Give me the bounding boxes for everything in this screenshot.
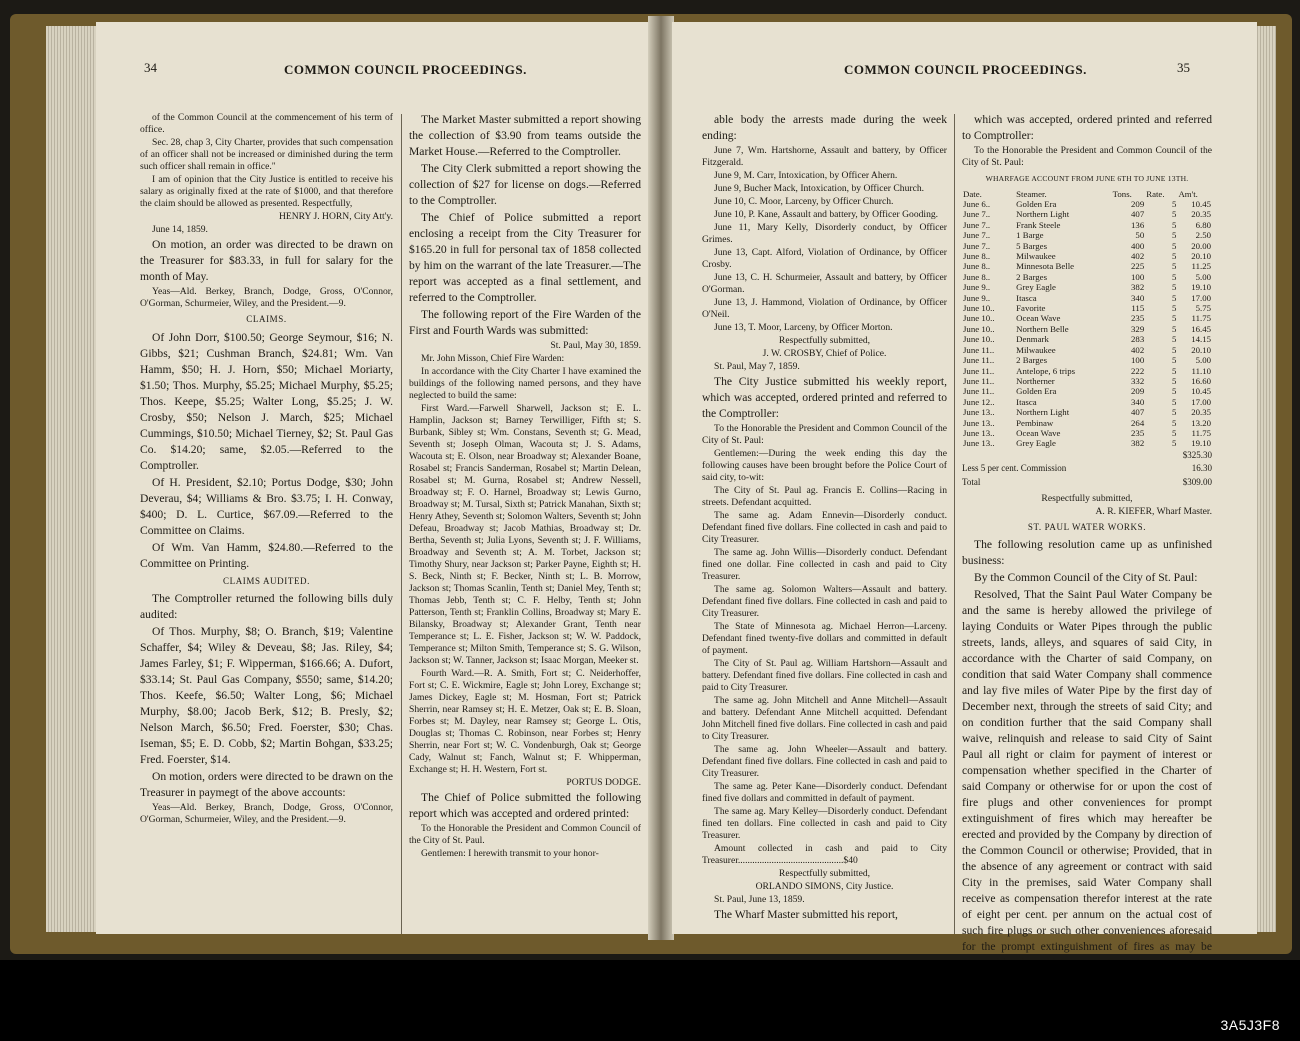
running-head: COMMON COUNCIL PROCEEDINGS. xyxy=(844,62,1087,77)
table-cell: 225 xyxy=(1131,261,1145,272)
table-cell: 5 xyxy=(1172,355,1177,366)
table-cell: Grey Eagle xyxy=(1016,282,1056,293)
paragraph: Respectfully submitted, xyxy=(1041,492,1133,504)
paragraph: Gentlemen: I herewith transmit to your honor- xyxy=(421,848,599,859)
table-cell: 5 xyxy=(1172,209,1177,220)
table-row xyxy=(962,407,1212,417)
table-cell: 5 xyxy=(1172,386,1177,397)
paragraph: June 14, 1859. xyxy=(152,224,208,235)
table-cell: Grey Eagle xyxy=(1016,438,1056,449)
table-cell: June 7.. xyxy=(963,209,991,220)
table-cell: 5 xyxy=(1172,282,1177,293)
left-page xyxy=(96,22,651,934)
paragraph: June 13, C. H. Schurmeier, Assault and battery, by Officer O'Gorman. xyxy=(702,272,947,295)
column-rule xyxy=(954,114,955,934)
table-cell: June 10.. xyxy=(963,313,995,324)
paragraph: The Comptroller returned the following bills duly audited: xyxy=(140,592,393,622)
wharf-title: WHARFAGE ACCOUNT FROM JUNE 6TH TO JUNE 13TH. xyxy=(985,174,1189,183)
table-row xyxy=(962,345,1212,355)
table-cell: 382 xyxy=(1131,438,1145,449)
table-cell: 14.15 xyxy=(1191,334,1211,345)
table-cell: 1 Barge xyxy=(1016,230,1044,241)
table-cell: 5 xyxy=(1172,261,1177,272)
paragraph: The Chief of Police submitted the following report which was accepted and ordered printed: xyxy=(409,791,641,820)
table-cell: June 8.. xyxy=(963,251,991,262)
table-cell: Northerner xyxy=(1016,375,1055,386)
paragraph: A. R. KIEFER, Wharf Master. xyxy=(1095,505,1212,517)
paragraph: June 11, Mary Kelly, Disorderly conduct, by Officer Grimes. xyxy=(702,222,947,245)
table-cell: 235 xyxy=(1131,427,1145,438)
paragraph: The Chief of Police submitted a report enclosing a receipt from the City Treasurer for $165.20 in full for personal tax of 1858 collected by him on the warrant of the late Treasurer.—The report was accepted as a final settlement, and referred to the Comptroller. xyxy=(409,211,641,304)
table-cell: 50 xyxy=(1135,230,1145,241)
paragraph: The City Clerk submitted a report showing the collection of $27 for license on dogs.—Referred to the Comptroller. xyxy=(409,162,641,207)
running-head: COMMON COUNCIL PROCEEDINGS. xyxy=(284,62,527,77)
paragraph: Of John Dorr, $100.50; George Seymour, $16; N. Gibbs, $21; Cushman Branch, $24.81; Wm. Van Hamm, $50; H. J. Horn, $50; Michael Moriarty, $1.50; Thos. Murphy, $5.25; Michael Murphy, $5.25; Thos. Keepe, $5.25; Walter Long, $5.25; J. W. Crosby, $50; Nelson J. March, $25; Michael Cummings, $10.50; Michael Tierney, $2; St. Paul Gas Co. $14.20; same, $2.05.—Referred to the Comptroller. xyxy=(140,330,393,472)
table-row xyxy=(962,241,1212,251)
table-cell: 222 xyxy=(1131,365,1145,376)
table-cell: 5 xyxy=(1172,303,1177,314)
paragraph: To the Honorable the President and Common Council of the City of St. Paul: xyxy=(702,423,947,446)
table-cell: 340 xyxy=(1131,292,1145,303)
table-row xyxy=(962,230,1212,240)
table-cell: 5 xyxy=(1172,251,1177,262)
table-cell: June 10.. xyxy=(963,303,995,314)
table-cell: 10.45 xyxy=(1191,386,1211,397)
table-cell: 5 xyxy=(1172,230,1177,241)
paragraph: Resolved, That the Saint Paul Water Company be and the same is hereby allowed the privilege of laying Conduits or Water Pipes through the public streets, lands, alleys, and squares of said City, in accordance with the Charter of said Company, on condition that said Water Company shall commence and lay five miles of Water Pipe by the first day of December next, through the streets of said City; and on condition further that the said Company shall waive, relinquish and release to said City of Saint Paul all right or claim for payment of interest or compensation whether specified in the Charter of said Company or otherwise for or upon the cost of fire plugs and other conveniences for prompt extinguishment of fires which may hereafter be erected and provided by the Company by direction of the Common Council or otherwise; Provided, that in the absence of any agreement or contract with said City in the premises, said Water Company shall receive as compensation therefor interest at the rate of eight per cent. per annum on the actual cost of such fire plugs or such other conveniences aforesaid for the prompt extinguishment of fires as may be xyxy=(962,588,1212,954)
table-cell: Golden Era xyxy=(1016,199,1057,209)
table-cell: 209 xyxy=(1131,199,1145,209)
right-page xyxy=(672,22,1257,954)
paragraph: Yeas—Ald. Berkey, Branch, Dodge, Gross, O'Connor, O'Gorman, Schurmeier, Wiley, and the President.—9. xyxy=(140,802,393,826)
table-row xyxy=(962,313,1212,323)
table-cell: June 12.. xyxy=(963,396,995,407)
paragraph: The same ag. Mary Kelley—Disorderly conduct. Defendant fined ten dollars. Fine collected in cash and paid to City Treasurer. xyxy=(702,806,947,841)
table-cell: June 13.. xyxy=(963,427,995,438)
paragraph: The same ag. John Willis—Disorderly conduct. Defendant fined one dollar. Fine collected in cash and paid to City Treasurer. xyxy=(702,547,947,582)
paragraph: able body the arrests made during the week ending: xyxy=(702,113,947,142)
table-cell: 5.75 xyxy=(1195,303,1211,314)
table-cell: 283 xyxy=(1131,334,1145,345)
table-cell: 10.45 xyxy=(1191,199,1211,209)
stock-footer xyxy=(0,960,1300,1041)
table-cell: 16.45 xyxy=(1191,323,1211,334)
table-cell: 5 xyxy=(1172,219,1177,230)
table-cell: Northern Belle xyxy=(1016,323,1069,334)
table-row xyxy=(962,366,1212,376)
table-cell: 209 xyxy=(1131,386,1145,397)
table-cell: Northern Light xyxy=(1016,407,1070,418)
paragraph: June 13, J. Hammond, Violation of Ordinance, by Officer O'Neil. xyxy=(702,297,947,320)
table-cell: 136 xyxy=(1131,219,1145,230)
paragraph: ST. PAUL WATER WORKS. xyxy=(1027,521,1147,532)
table-cell: Pembinaw xyxy=(1016,417,1054,428)
table-cell: 5.00 xyxy=(1195,271,1211,282)
table-row xyxy=(962,303,1212,313)
table-cell: June 11.. xyxy=(963,375,995,386)
table-cell: Minnesota Belle xyxy=(1016,261,1075,272)
paragraph: The following report of the Fire Warden of the First and Fourth Wards was submitted: xyxy=(409,308,641,337)
table-cell: Itasca xyxy=(1016,292,1037,303)
left-column-1 xyxy=(140,112,393,827)
paragraph: The State of Minnesota ag. Michael Herron—Larceny. Defendant fined twenty-five dollars and committed in default of payment. xyxy=(702,621,947,656)
table-cell: 20.10 xyxy=(1191,251,1211,262)
table-cell: Ocean Wave xyxy=(1016,427,1061,438)
table-row xyxy=(962,272,1212,282)
paragraph: Of H. President, $2.10; Portus Dodge, $30; John Deverau, $4; Williams & Bro. $3.75; I. H. Conway, $400; D. L. Curtice, $67.09.—Referred to the Committee on Claims. xyxy=(140,475,393,537)
table-cell: 20.10 xyxy=(1191,344,1211,355)
table-cell: June 7.. xyxy=(963,219,991,230)
paragraph: Yeas—Ald. Berkey, Branch, Dodge, Gross, O'Connor, O'Gorman, Schurmeier, Wiley, and the President.—9. xyxy=(140,286,393,309)
table-cell: 332 xyxy=(1131,375,1145,386)
table-cell: 115 xyxy=(1131,303,1145,314)
table-cell: 5 xyxy=(1172,334,1177,345)
paragraph: The City Justice submitted his weekly report, which was accepted, ordered printed and referred to the Comptroller: xyxy=(702,375,947,420)
right-column-2 xyxy=(962,112,1212,988)
paragraph: On motion, orders were directed to be drawn on the Treasurer in paymegt of the above accounts: xyxy=(140,770,393,800)
paragraph: HENRY J. HORN, City Att'y. xyxy=(278,211,393,222)
table-cell: 13.20 xyxy=(1191,417,1211,428)
table-cell: June 9.. xyxy=(963,292,991,303)
table-cell: 2.50 xyxy=(1195,230,1211,241)
paragraph: In accordance with the City Charter I have examined the buildings of the following named persons, and they have neglected to build the same: xyxy=(409,366,641,401)
table-row xyxy=(962,386,1212,396)
paragraph: June 9, Bucher Mack, Intoxication, by Officer Church. xyxy=(714,183,925,194)
paragraph: CLAIMS. xyxy=(246,314,287,324)
table-cell: Denmark xyxy=(1016,334,1049,345)
table-cell: 100 xyxy=(1131,271,1145,282)
table-cell: June 11.. xyxy=(963,355,995,366)
total-label: Total xyxy=(962,476,981,487)
table-cell: June 8.. xyxy=(963,271,991,282)
table-row xyxy=(962,209,1212,219)
paragraph: St. Paul, June 13, 1859. xyxy=(714,894,805,905)
table-cell: June 11.. xyxy=(963,365,995,376)
page-edges-left xyxy=(46,26,100,932)
table-cell: 5 xyxy=(1172,417,1177,428)
paragraph: The City of St. Paul ag. Francis E. Collins—Racing in streets. Defendant acquitted. xyxy=(702,485,947,508)
paragraph: CLAIMS AUDITED. xyxy=(223,575,310,586)
table-header-cell: Am't. xyxy=(1178,188,1198,199)
table-cell: June 10.. xyxy=(963,323,995,334)
table-cell: 407 xyxy=(1131,407,1145,418)
table-cell: 407 xyxy=(1131,209,1145,220)
paragraph: The same ag. John Mitchell and Anne Mitchell—Assault and battery. Defendant Anne Mitchell acquitted. Defendant John Mitchell fined five dollars. Fine collected in cash and paid to City Treasurer. xyxy=(702,695,947,742)
wharf-commission-row xyxy=(962,462,1212,476)
table-cell: Northern Light xyxy=(1016,209,1070,220)
table-cell: 2 Barges xyxy=(1016,271,1048,282)
paragraph: June 10, P. Kane, Assault and battery, by Officer Gooding. xyxy=(714,209,939,220)
paragraph: The Market Master submitted a report showing the collection of $3.90 from teams outside the Market House.—Referred to the Comptroller. xyxy=(409,113,641,158)
column-rule xyxy=(401,114,402,934)
table-cell: Milwaukee xyxy=(1016,251,1056,262)
table-cell: 19.10 xyxy=(1191,282,1211,293)
table-cell: 19.10 xyxy=(1191,438,1211,449)
table-row xyxy=(962,199,1212,209)
table-header-cell: Date. xyxy=(963,188,982,199)
table-cell: 5 xyxy=(1172,240,1177,251)
table-row xyxy=(962,376,1212,386)
wharf-total-row xyxy=(962,476,1212,490)
paragraph: The following resolution came up as unfinished business: xyxy=(962,538,1212,568)
paragraph: Mr. John Misson, Chief Fire Warden: xyxy=(421,353,565,364)
paragraph: The City of St. Paul ag. William Hartshorn—Assault and battery. Defendant fined five dollars. Fine collected in cash and paid to City Treasurer. xyxy=(702,658,947,693)
table-cell: June 7.. xyxy=(963,240,991,251)
table-cell: 16.60 xyxy=(1191,375,1211,386)
image-id-stamp: 3A5J3F8 xyxy=(1220,1017,1280,1033)
table-row xyxy=(962,428,1212,438)
table-cell: June 13.. xyxy=(963,417,995,428)
table-cell: 11.10 xyxy=(1191,365,1211,376)
page-number: 34 xyxy=(144,60,157,75)
table-cell: June 10.. xyxy=(963,334,995,345)
paragraph: Of Thos. Murphy, $8; O. Branch, $19; Valentine Schaffer, $4; Wiley & Deveau, $8; Jas. Riley, $4; James Farley, $1; F. Wipperman, $166.66; A. Dufort, $33.14; St. Paul Gas Company, $550; same, $14.20; Thos. Keefe, $6.50; Walter Long, $6; Michael Murphy, $8.00; Jacob Berk, $12; B. Presly, $2; Nelson March, $6.50; Fred. Foerster, $30; Chas. Iseman, $5; E. D. Cobb, $2; Martin Bohgan, $33.25; Fred. Foerster, $14. xyxy=(140,625,393,767)
paragraph: Fourth Ward.—R. A. Smith, Fort st; C. Neiderhoffer, Fort st; C. E. Wickmire, Eagle st; John Lorey, Exchange st; James Dickey, Eagle st; M. Hosman, Fort st; Patrick Sherrin, near Ramsey st; H. E. Metzer, Oak st; E. B. Sloan, Forbes st; M. Dayley, near Ramsey st; George L. Otis, Douglas st; Thomas C. Robinson, near Forbes st; Henry Sherrin, near Fort st; W. C. Vondenburgh, Oak st; George Cady, Walnut st; Fanch, Walnut st; F. Whipperman, Exchange st; H. H. Western, Fort st. xyxy=(409,668,641,775)
table-row xyxy=(962,261,1212,271)
table-cell: 402 xyxy=(1131,344,1145,355)
table-cell: 17.00 xyxy=(1191,292,1211,303)
table-cell: Milwaukee xyxy=(1016,344,1056,355)
commission-value: 16.30 xyxy=(1191,463,1212,474)
paragraph: On motion, an order was directed to be drawn on the Treasurer for $83.33, in full for salary for the month of May. xyxy=(140,238,393,283)
paragraph: To the Honorable the President and Common Council of the City of St. Paul: xyxy=(962,145,1212,168)
table-cell: June 7.. xyxy=(963,230,991,241)
table-cell: 5 xyxy=(1172,365,1177,376)
table-row xyxy=(962,282,1212,292)
total-value: $309.00 xyxy=(1182,476,1212,487)
right-column-1 xyxy=(702,112,947,924)
table-cell: 5 xyxy=(1172,396,1177,407)
paragraph: which was accepted, ordered printed and referred to Comptroller: xyxy=(962,113,1212,142)
paragraph: St. Paul, May 30, 1859. xyxy=(550,340,641,351)
table-cell: 11.25 xyxy=(1191,261,1211,272)
table-cell: 382 xyxy=(1131,282,1145,293)
table-cell: June 8.. xyxy=(963,261,991,272)
table-row xyxy=(962,293,1212,303)
table-row xyxy=(962,220,1212,230)
table-row xyxy=(962,251,1212,261)
table-cell: 20.35 xyxy=(1191,407,1211,418)
table-cell: June 9.. xyxy=(963,282,991,293)
table-cell: 400 xyxy=(1131,240,1145,251)
table-cell: June 13.. xyxy=(963,438,995,449)
table-cell: 20.35 xyxy=(1191,209,1211,220)
paragraph: Amount collected in cash and paid to City Treasurer............................................$40 xyxy=(702,843,947,866)
table-cell: 5 xyxy=(1172,344,1177,355)
paragraph: The Wharf Master submitted his report, xyxy=(714,908,898,921)
table-cell: Frank Steele xyxy=(1016,219,1061,230)
paragraph: The same ag. John Wheeler—Assault and battery. Defendant fined five dollars. Fine collected in cash and paid to City Treasurer. xyxy=(702,744,947,779)
table-cell: June 11.. xyxy=(963,344,995,355)
table-row xyxy=(962,418,1212,428)
table-cell: 5 xyxy=(1172,438,1177,449)
table-cell: 264 xyxy=(1131,417,1145,428)
table-cell: 2 Barges xyxy=(1016,355,1048,366)
table-row xyxy=(962,355,1212,365)
table-cell: 5.00 xyxy=(1195,355,1211,366)
page-number: 35 xyxy=(1177,60,1190,75)
table-cell: Golden Era xyxy=(1016,386,1057,397)
paragraph: Respectfully submitted, xyxy=(778,335,871,346)
table-cell: 17.00 xyxy=(1191,396,1211,407)
paragraph: June 10, C. Moor, Larceny, by Officer Church. xyxy=(714,196,894,207)
table-cell: 5 xyxy=(1172,199,1177,209)
paragraph: June 13, T. Moor, Larceny, by Officer Morton. xyxy=(714,322,893,333)
paragraph: June 7, Wm. Hartshorne, Assault and battery, by Officer Fitzgerald. xyxy=(702,145,947,168)
table-cell: 5 Barges xyxy=(1016,240,1048,251)
paragraph: The same ag. Solomon Walters—Assault and battery. Defendant fined five dollars. Fine collected in cash and paid to City Treasurer. xyxy=(702,584,947,619)
table-header-cell: Steamer. xyxy=(1016,188,1047,199)
table-row xyxy=(962,334,1212,344)
table-cell: 5 xyxy=(1172,292,1177,303)
table-cell: 6.80 xyxy=(1195,219,1211,230)
table-cell: June 6.. xyxy=(963,199,991,209)
table-cell: June 11.. xyxy=(963,386,995,397)
paragraph: I am of opinion that the City Justice is entitled to receive his salary as originally fixed at the rate of $1000, and that therefore the claim should be allowed as presented. Respectfully, xyxy=(140,174,393,209)
paragraph: J. W. CROSBY, Chief of Police. xyxy=(762,348,887,359)
table-cell: 235 xyxy=(1131,313,1145,324)
table-row xyxy=(962,438,1212,448)
commission-label: Less 5 per cent. Commission xyxy=(962,463,1067,474)
paragraph: Of Wm. Van Hamm, $24.80.—Referred to the Committee on Printing. xyxy=(140,540,393,570)
paragraph: By the Common Council of the City of St. Paul: xyxy=(974,571,1198,585)
paragraph: The same ag. Peter Kane—Disorderly conduct. Defendant fined five dollars and committed in default of payment. xyxy=(702,781,947,804)
paragraph: St. Paul, May 7, 1859. xyxy=(714,361,800,372)
table-cell: 329 xyxy=(1131,323,1145,334)
paragraph: ORLANDO SIMONS, City Justice. xyxy=(755,881,894,892)
table-cell: 5 xyxy=(1172,407,1177,418)
table-cell: Favorite xyxy=(1016,303,1046,314)
book-gutter xyxy=(648,16,674,940)
paragraph: The same ag. Adam Ennevin—Disorderly conduct. Defendant fined five dollars. Fine collected in cash and paid to City Treasurer. xyxy=(702,510,947,545)
left-column-2 xyxy=(409,112,641,861)
paragraph: Respectfully submitted, xyxy=(778,868,871,879)
table-cell: Ocean Wave xyxy=(1016,313,1061,324)
paragraph: Gentlemen:—During the week ending this day the following causes have been brought before the Police Court of said city, to-wit: xyxy=(702,448,947,483)
table-cell: 5 xyxy=(1172,271,1177,282)
table-cell: June 13.. xyxy=(963,407,995,418)
paragraph: First Ward.—Farwell Sharwell, Jackson st; E. L. Hamplin, Jackson st; Barney Terwilliger, Fifth st; S. Burbank, Sibley st; Wm. Constans, Seventh st; G. Mead, Seventh st; Joseph Olman, Wacouta st; J. S. Adams, Wacouta st; E. Olson, near Broadway st; Alexander Boane, Rosabel st; Francis Sanderman, Rosabel st; Martin Delean, Rosabel st; M. Gurna, Rosabel st; Andrew Nessell, Broadway st; F. O. Harnel, Broadway st; Lewis Gurno, Broadway st; M. Tursal, Sixth st; Patrick Manahan, Sixth st; Henry Athey, Seventh st; Solomon Walters, Seventh st; John Defeau, Broadway st; Jacob Mathias, Broadway st; Dr. Bertha, Seventh st; Julia Lyons, Seventh st; J. F. Williams, Broadway and Seventh st; A. M. Torbet, Jackson st; Timothy Shury, near Jackson st; Parker Payne, Eighth st; H. S. Beck, Ninth st; F. Becker, Ninth st; L. B. Morrow, Jackson st; Thomas Scanlin, Tenth st; Daniel Mey, Tenth st; Thomas Jebb, Tenth st; C. F. Helby, Tenth st; John Patterson, Tenth st; Franklin Collins, Broadway st; Mary E. Bilansky, Broadway st; Alexander Grant, Tenth near Temperance st; L. E. Fisher, Jackson st; W. W. Paddock, Temperance st; Milton Smith, Temperance st; S. G. Wilson, Jackson st; W. Tanner, Jackson st; Isaac Morgan, Meeker st. xyxy=(409,403,641,666)
table-cell: Antelope, 6 trips xyxy=(1016,365,1076,376)
wharfage-table xyxy=(962,189,1212,449)
table-cell: 340 xyxy=(1131,396,1145,407)
table-cell: 11.75 xyxy=(1191,427,1211,438)
table-cell: 5 xyxy=(1172,313,1177,324)
table-cell: 20.00 xyxy=(1191,240,1211,251)
paragraph: June 9, M. Carr, Intoxication, by Officer Ahern. xyxy=(714,170,898,181)
table-row xyxy=(962,397,1212,407)
table-header-cell: Tons. xyxy=(1112,188,1132,199)
table-header-cell: Rate. xyxy=(1146,188,1165,199)
table-cell: 11.75 xyxy=(1191,313,1211,324)
table-cell: 100 xyxy=(1131,355,1145,366)
table-cell: 5 xyxy=(1172,375,1177,386)
paragraph: To the Honorable the President and Common Council of the City of St. Paul. xyxy=(409,823,641,846)
table-cell: 402 xyxy=(1131,251,1145,262)
paragraph: Sec. 28, chap 3, City Charter, provides that such compensation of an officer shall not be increased or diminished during the term such officer shall remain in office." xyxy=(140,137,393,172)
paragraph: June 13, Capt. Alford, Violation of Ordinance, by Officer Crosby. xyxy=(702,247,947,270)
table-row xyxy=(962,324,1212,334)
table-cell: 5 xyxy=(1172,427,1177,438)
table-cell: Itasca xyxy=(1016,396,1037,407)
paragraph: of the Common Council at the commencement of his term of office. xyxy=(140,112,393,135)
paragraph: PORTUS DODGE. xyxy=(566,777,641,788)
table-cell: 5 xyxy=(1172,323,1177,334)
wharf-subtotal: $325.30 xyxy=(1182,449,1212,460)
